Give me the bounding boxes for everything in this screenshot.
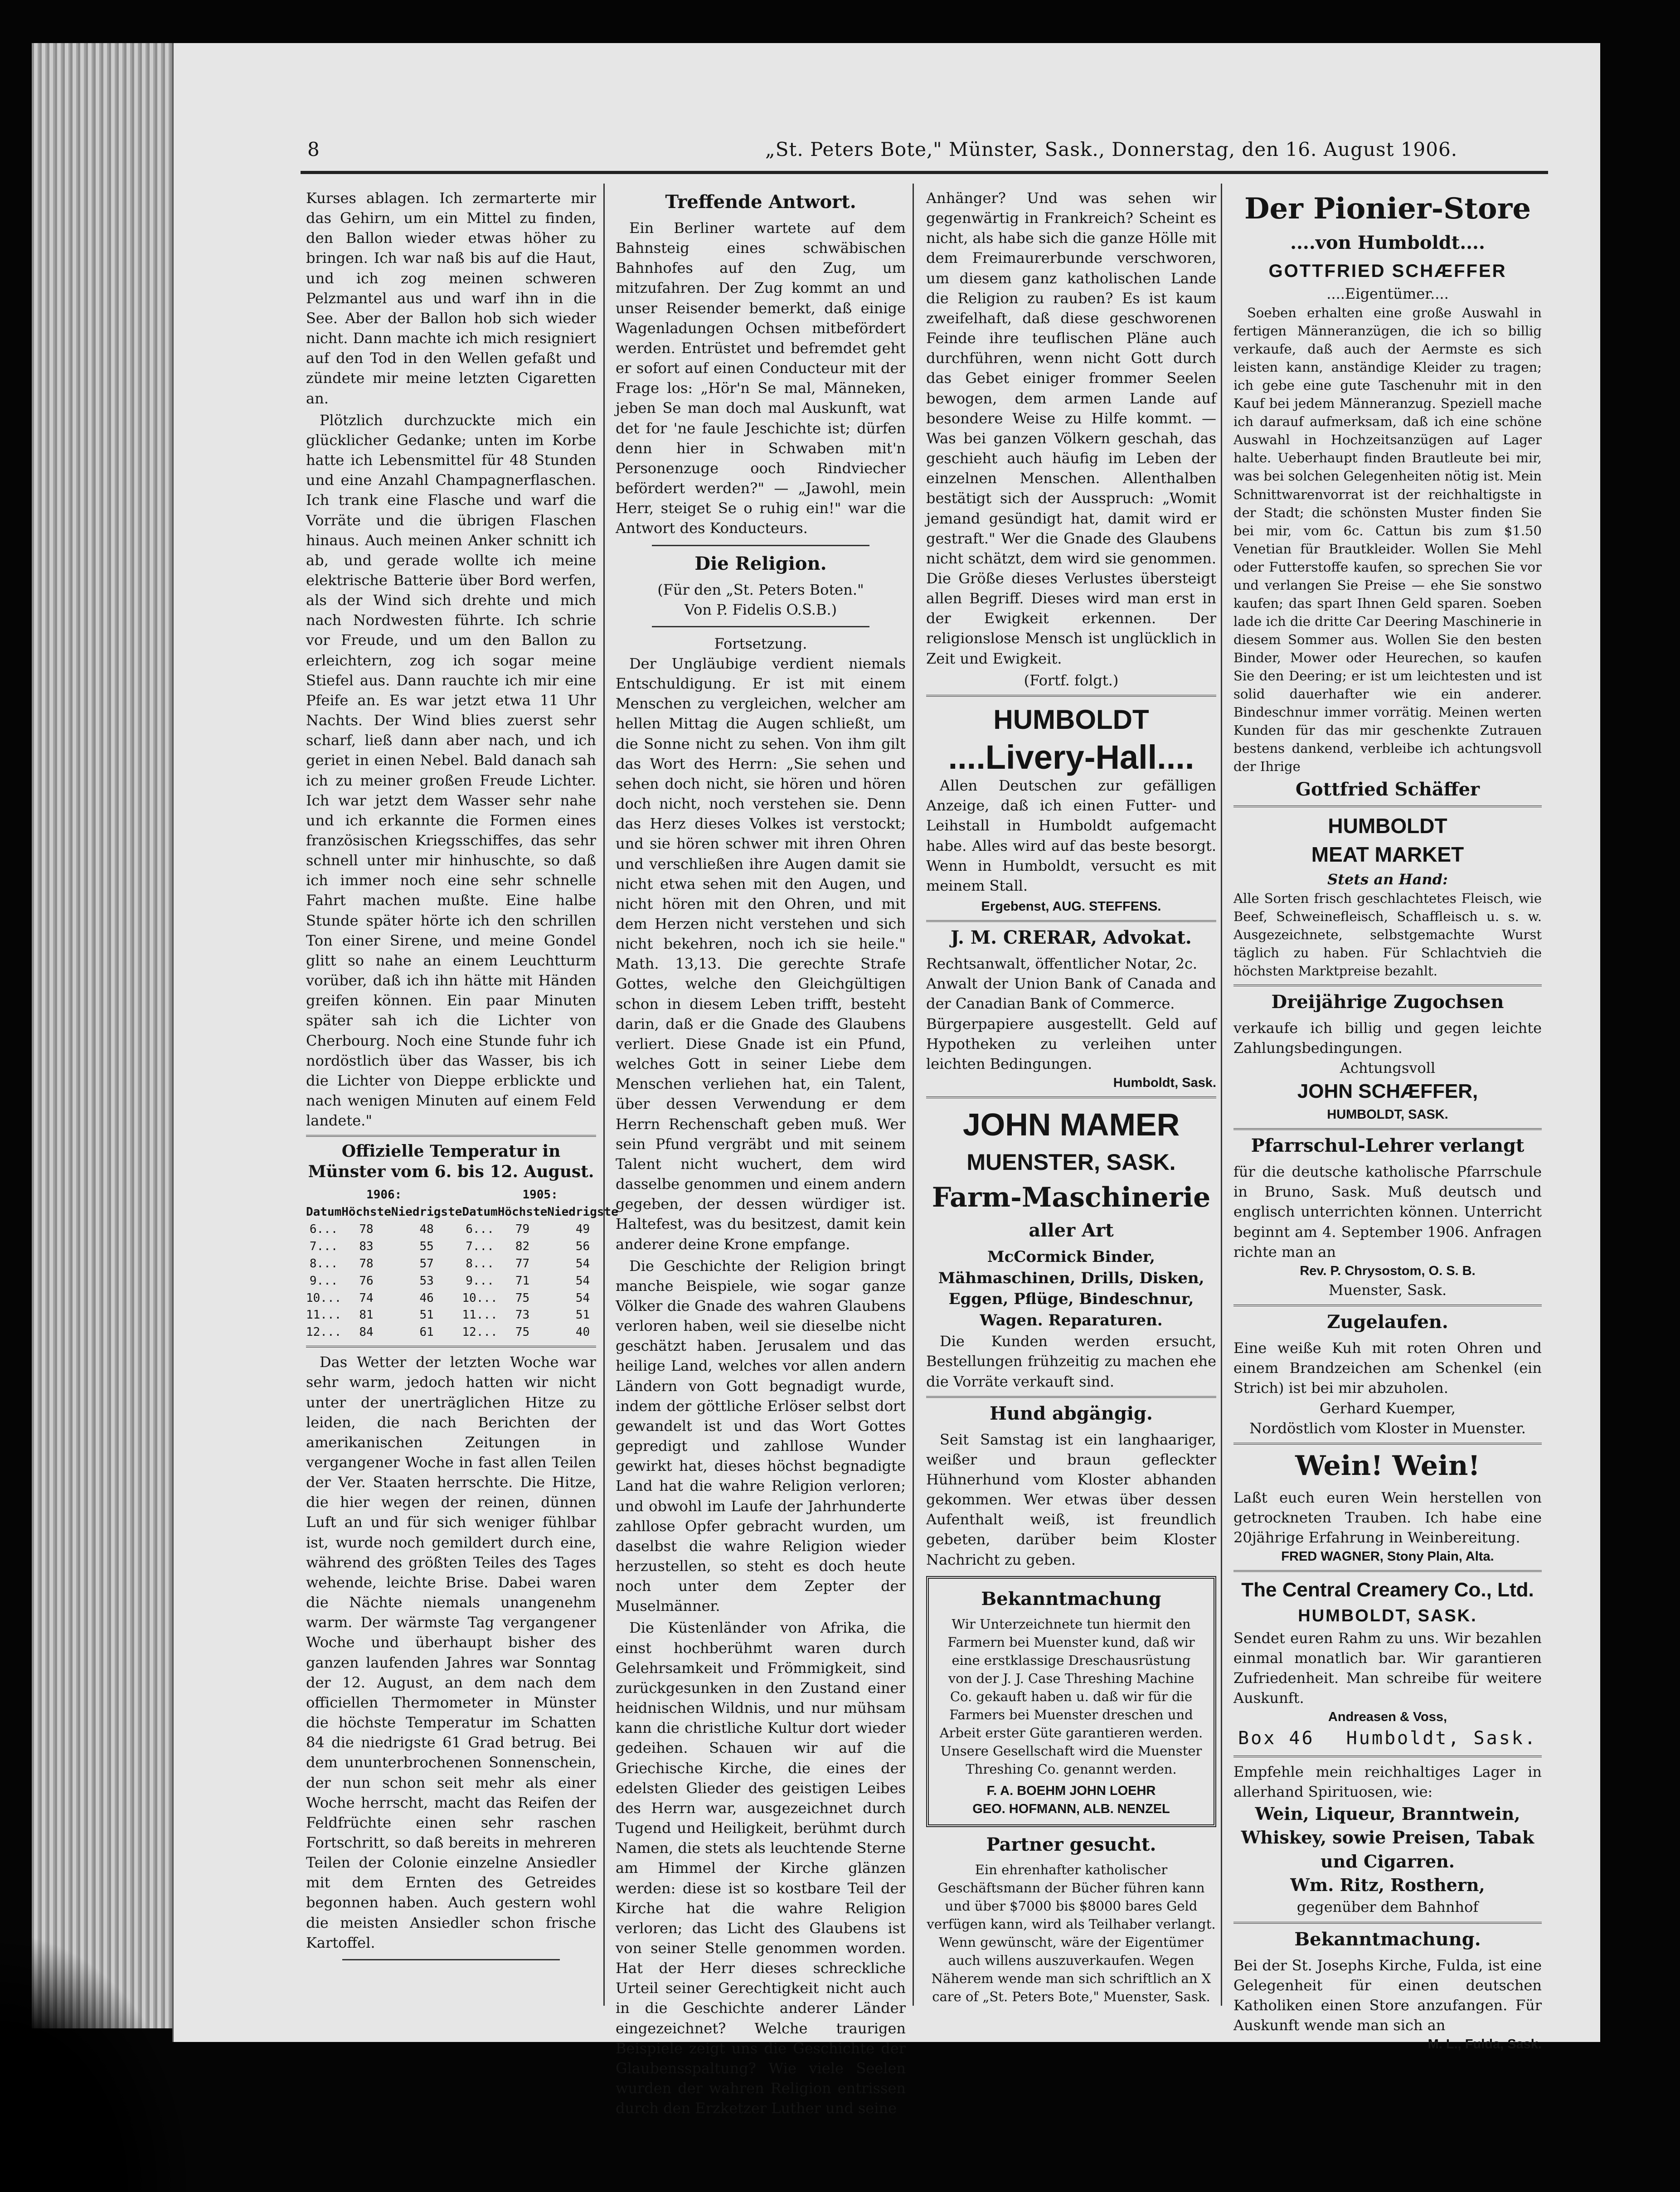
partner-text: Ein ehrenhafter katholischer Geschäftsmann der Bücher führen kann und über $7000 bis $8000 bares Geld verfügen kann, wird als Teilhaber verlangt. Wenn gewünscht, wäre der Eigentümer auch willens auszuverkaufen. Wegen Näherem wende man sich schriftlich an X care of „St. Peters Bote," Muenster, Sask. — [927, 1862, 1216, 2005]
oxen-closing: Achtungsvoll — [1340, 1059, 1436, 1077]
table-cell: 61 — [419, 1325, 434, 1339]
byline-author: Von P. Fidelis O.S.B.) — [684, 601, 837, 618]
page-header — [307, 138, 1541, 165]
divider — [1233, 984, 1542, 986]
divider — [1233, 1305, 1542, 1306]
table-cell: 51 — [419, 1308, 434, 1322]
table-cell: 7... — [466, 1239, 494, 1253]
table-cell: 56 — [575, 1239, 590, 1253]
page-binding — [32, 43, 195, 2028]
threshing-title: Bekanntmachung — [981, 1588, 1161, 1610]
divider — [652, 545, 869, 546]
mamer-products: McCormick Binder, Mähmaschinen, Drills, Disken, Eggen, Pflüge, Bindeschnur, Wagen. Reparaturen. — [938, 1247, 1204, 1330]
table-cell: 82 — [515, 1239, 530, 1253]
table-header: Niedrigste — [391, 1205, 462, 1219]
table-row — [306, 1273, 618, 1290]
table-cell: 6... — [466, 1222, 494, 1237]
teacher-text: für die deutsche katholische Pfarrschule in Bruno, Sask. Muß deutsch und englisch unterrichten können. Unterricht beginnt am 4. September 1906. Anfragen richte man an — [1233, 1163, 1542, 1261]
fulda-title: Bekanntmachung. — [1294, 1928, 1481, 1950]
oxen-title: Dreijährige Zugochsen — [1271, 991, 1504, 1013]
table-cell: 74 — [359, 1291, 374, 1305]
stray-text: Eine weiße Kuh mit roten Ohren und einem Brandzeichen am Schenkel (ein Strich) ist bei mir abzuholen. — [1233, 1339, 1542, 1397]
table-cell: 83 — [359, 1239, 374, 1253]
lost-dog-title: Hund abgängig. — [990, 1402, 1153, 1424]
header-rule — [301, 171, 1548, 174]
mamer-subhead: aller Art — [1029, 1219, 1114, 1241]
pioneer-text: Soeben erhalten eine große Auswahl in fertigen Männeranzügen, die ich so billig verkaufe, daß auch der Aermste es sich leisten kann, anständige Kleider zu tragen; ich gebe eine gute Taschenuhr mit in den Kauf bei jedem Männeranzug. Speziell mache ich darauf aufmerksam, daß ich eine schöne Auswahl in Hochzeitsanzügen auf Lager halte. Ueberhaupt finden Brautleute bei mir, was bei solchen Gelegenheiten nötig ist. Mein Schnittwarenvorrat ist der reichhaltigste in der Stadt; die schönsten Muster finden Sie bei mir, vom 6c. Cattun bis zum $1.50 Venetian für Brautkleider. Wollen Sie Mehl oder Futterstoffe kaufen, so sprechen Sie vor und verlangen Sie Preise — ehe Sie sonstwo kaufen; das spart Ihnen Geld sparen. Soeben lade ich die dritte Car Deering Maschinerie in diesem Sommer aus. Wollen Sie den besten Binder, Mower oder Heurechen, so kaufen Sie den Deering; er ist um leichtesten und ist solid dauerhafter wie ein anderer. Bindeschnur immer vorrätig. Meinen werten Kunden für das mir geschenkte Zutrauen bestens dankend, verbleibe ich achtungsvoll der Ihrige — [1233, 305, 1542, 774]
livery-hall-ad — [926, 701, 1216, 916]
oxen-ad — [1233, 991, 1542, 1124]
divider — [926, 695, 1216, 697]
religion-paragraph: Die Geschichte der Religion bringt manche Beispiele, wie sogar ganze Völker die Gnade des wahren Glaubens verloren haben, weil sie dieselbe nicht geschätzt haben. Jerusalem und das heilige Land, welches vor allen andern Ländern von Gott begnadigt wurde, indem der göttliche Erlöser selbst dort gewandelt ist und das Wort Gottes gepredigt und zahllose Wunder gewirkt hat, dieses höchst begnadigte Land hat die wahre Religion verloren; und obwohl im Laufe der Jahrhunderte zahllose Opfer gebracht wurden, um daselbst die wahre Religion wieder herzustellen, so steht es doch heute noch unter dem Zepter der Muselmänner. — [616, 1257, 906, 1615]
table-cell: 11... — [306, 1308, 342, 1322]
dateline: „St. Peters Bote," Münster, Sask., Donnerstag, den 16. August 1906. — [765, 138, 1458, 160]
table-cell: 84 — [359, 1325, 374, 1339]
table-cell: 54 — [575, 1274, 590, 1288]
oxen-signature: JOHN SCHÆFFER, — [1297, 1080, 1478, 1103]
divider — [1233, 1922, 1542, 1924]
table-cell: 53 — [419, 1274, 434, 1288]
livery-text: Allen Deutschen zur gefälligen Anzeige, daß ich einen Futter- und Leihstall in Humboldt aufgemacht habe. Alles wird auf das beste besorgt. Wenn in Humboldt, versucht es mit meinem Stall. — [926, 777, 1216, 894]
table-cell: 48 — [419, 1222, 434, 1237]
crerar-title: J. M. CRERAR, Advokat. — [951, 927, 1192, 949]
divider — [926, 1096, 1216, 1098]
byline: (Für den „St. Peters Boten." — [657, 581, 864, 598]
table-cell: 57 — [419, 1256, 434, 1271]
teacher-title: Pfarrschul-Lehrer verlangt — [1251, 1135, 1525, 1157]
partner-title: Partner gesucht. — [986, 1833, 1156, 1855]
table-header: Niedrigste — [547, 1205, 618, 1219]
mamer-ad — [926, 1103, 1216, 1392]
article-title-religion: Die Religion. — [694, 553, 827, 574]
crerar-line: Anwalt der Union Bank of Canada and der Canadian Bank of Commerce. — [926, 975, 1216, 1013]
spirits-location: gegenüber dem Bahnhof — [1296, 1898, 1479, 1916]
table-header: Datum — [462, 1205, 498, 1219]
threshing-signers: GEO. HOFMANN, ALB. NENZEL — [972, 1801, 1170, 1816]
article-title-antwort: Treffende Antwort. — [665, 191, 856, 213]
meat-title: MEAT MARKET — [1311, 843, 1464, 867]
table-cell: 11... — [462, 1308, 498, 1322]
column-1 — [306, 188, 618, 1967]
table-cell: 54 — [575, 1256, 590, 1271]
pioneer-owner-label: ....Eigentümer.... — [1326, 285, 1449, 303]
table-cell: 8... — [309, 1256, 338, 1271]
crerar-line: Bürgerpapiere ausgestellt. Geld auf Hypotheken zu verleihen unter leichten Bedingungen. — [926, 1015, 1216, 1072]
table-cell: 54 — [575, 1291, 590, 1305]
fulda-text: Bei der St. Josephs Kirche, Fulda, ist eine Gelegenheit für einen deutschen Katholiken einen Store anzufangen. Für Auskunft wende man sich an — [1233, 1956, 1542, 2034]
table-cell: 78 — [359, 1256, 374, 1271]
newspaper-page — [172, 43, 1600, 2117]
spirits-list: Wein, Liqueur, Branntwein, Whiskey, sowie Preisen, Tabak und Cigarren. — [1241, 1803, 1534, 1872]
creamery-text: Sendet euren Rahm zu uns. Wir bezahlen einmal monatlich bar. Wir garantieren Zufriedenheit. Man schreibe für weitere Auskunft. — [1233, 1629, 1542, 1707]
table-cell: 7... — [309, 1239, 338, 1253]
handwritten-town: Humboldt, Sask. — [1346, 1728, 1537, 1749]
table-row — [306, 1324, 618, 1341]
divider — [652, 626, 869, 627]
stray-signature: Gerhard Kuemper, — [1320, 1399, 1456, 1417]
anecdote-text: Ein Berliner wartete auf dem Bahnsteig eines schwäbischen Bahnhofes auf den Zug, um mitzufahren. Der Zug kommt an und unser Reisender bemerkt, daß einige Wagenladungen Ochsen mitbefördert werden. Entrüstet und befremdet geht er sofort auf einen Conducteur mit der Frage los: „Hör'n Se mal, Männeken, jeben Se man doch mal Auskunft, wat det for 'ne faule Jeschichte ist; dürfen denn hier in Schwaben mit'n Personenzuge ooch Rindviecher befördert werden?" — „Jawohl, mein Herr, steiget Se o ruhig ein!" war die Antwort des Konducteurs. — [616, 219, 906, 537]
teacher-place: Muenster, Sask. — [1328, 1281, 1447, 1299]
threshing-signers: F. A. BOEHM JOHN LOEHR — [986, 1783, 1156, 1798]
pioneer-signature: Gottfried Schäffer — [1295, 778, 1480, 800]
balloon-story-end: Kurses ablagen. Ich zermarterte mir das Gehirn, um ein Mittel zu finden, den Ballon wieder etwas höher zu bringen. Ich war naß bis auf die Haut, und ich zog meinen schweren Pelzmantel aus und warf ihn in die See. Aber der Ballon hob sich wieder nicht. Dann machte ich mich resigniert auf den Tod in den Wellen gefaßt und zündete mir meine letzten Cigaretten an. — [306, 189, 596, 407]
table-cell: 12... — [306, 1325, 342, 1339]
table-cell: 46 — [419, 1291, 434, 1305]
thumb-shadow — [0, 1938, 190, 2192]
wine-text: Laßt euch euren Wein herstellen von getrockneten Trauben. Ich habe eine 20jährige Erfahrung in Weinbereitung. — [1233, 1489, 1542, 1547]
mamer-town: MUENSTER, SASK. — [966, 1149, 1176, 1175]
table-cell: 79 — [515, 1222, 530, 1237]
table-row — [306, 1238, 618, 1256]
divider — [342, 1959, 560, 1960]
stray-cow-ad — [1233, 1311, 1542, 1438]
teacher-ad — [1233, 1135, 1542, 1300]
crerar-line: Rechtsanwalt, öffentlicher Notar, 2c. — [926, 955, 1198, 973]
crerar-place: Humboldt, Sask. — [1113, 1075, 1216, 1090]
fulda-signature: M. L., Fulda, Sask. — [1428, 2037, 1542, 2052]
table-cell: 40 — [575, 1325, 590, 1339]
livery-signature: Ergebenst, AUG. STEFFENS. — [981, 899, 1161, 914]
column-rule — [913, 184, 914, 2006]
wine-title: Wein! Wein! — [1295, 1450, 1480, 1482]
fulda-notice — [1233, 1928, 1542, 2054]
oxen-place: HUMBOLDT, SASK. — [1327, 1107, 1448, 1122]
table-cell: 10... — [462, 1291, 498, 1305]
spirits-signature: Wm. Ritz, Rosthern, — [1290, 1874, 1485, 1895]
column-rule — [1221, 184, 1222, 2006]
stray-title: Zugelaufen. — [1327, 1311, 1448, 1333]
table-cell: 12... — [462, 1325, 498, 1339]
to-be-continued: (Fortf. folgt.) — [1024, 671, 1119, 689]
table-cell: 8... — [466, 1256, 494, 1271]
livery-title: ....Livery-Hall.... — [948, 738, 1194, 776]
oxen-text: verkaufe ich billig und gegen leichte Zahlungsbedingungen. — [1233, 1019, 1542, 1057]
wine-signature: FRED WAGNER, Stony Plain, Alta. — [1281, 1549, 1494, 1564]
year-1906: 1906: — [366, 1188, 402, 1202]
table-header: Datum — [306, 1205, 342, 1219]
divider — [926, 1396, 1216, 1398]
pioneer-subtitle: ....von Humboldt.... — [1290, 232, 1485, 253]
pioneer-title: Der Pionier-Store — [1244, 192, 1531, 226]
handwritten-box: Box 46 — [1238, 1728, 1315, 1749]
table-cell: 75 — [515, 1291, 530, 1305]
page-number: 8 — [307, 138, 320, 160]
year-1905: 1905: — [522, 1188, 558, 1202]
column-4 — [1233, 188, 1542, 2053]
table-cell: 49 — [575, 1222, 590, 1237]
lost-dog-ad — [926, 1402, 1216, 1570]
livery-town: HUMBOLDT — [993, 704, 1149, 735]
threshing-notice — [926, 1576, 1216, 1827]
divider — [1233, 1128, 1542, 1130]
table-row — [306, 1307, 618, 1324]
table-cell: 76 — [359, 1274, 374, 1288]
divider — [306, 1346, 596, 1348]
creamery-title: The Central Creamery Co., Ltd. — [1241, 1579, 1534, 1601]
table-row — [306, 1221, 618, 1238]
table-cell: 6... — [309, 1222, 338, 1237]
creamery-town: HUMBOLDT, SASK. — [1298, 1606, 1477, 1626]
crerar-ad — [926, 926, 1216, 1092]
divider — [1233, 1756, 1542, 1757]
table-cell: 75 — [515, 1325, 530, 1339]
table-row — [306, 1290, 618, 1307]
threshing-text: Wir Unterzeichnete tun hiermit den Farmern bei Muenster kund, daß wir eine erstklassige Dreschausrüstung von der J. J. Case Threshing Machine Co. gekauft haben u. daß wir für die Farmers bei Muenster dreschen und Arbeit erster Güte garantieren werden. Unsere Gesellschaft wird die Muenster Threshing Co. genannt werden. — [939, 1616, 1203, 1777]
creamery-signature: Andreasen & Voss, — [1328, 1710, 1447, 1725]
partner-ad — [926, 1833, 1216, 2006]
table-cell: 51 — [575, 1308, 590, 1322]
table-cell: 55 — [419, 1239, 434, 1253]
mamer-name: JOHN MAMER — [962, 1107, 1180, 1142]
divider — [926, 920, 1216, 922]
meat-text: Alle Sorten frisch geschlachtetes Fleisch, wie Beef, Schweinefleisch, Schaffleisch u. s. w. Ausgezeichnete, selbstgemachte Wurst täglich zu haben. Für Schlachtvieh die höchsten Marktpreise bezahlt. — [1233, 890, 1542, 979]
table-header: Höchste — [341, 1205, 391, 1219]
mamer-note: Die Kunden werden ersucht, Bestellungen frühzeitig zu machen ehe die Vorräte verkauft sind. — [926, 1333, 1216, 1390]
meat-subhead: Stets an Hand: — [1327, 870, 1448, 888]
weather-report: Das Wetter der letzten Woche war sehr warm, jedoch hatten wir nicht unter der unerträglichen Hitze zu leiden, die nach Berichten der amerikanischen Zeitungen in vergangener Woche in fast allen Teilen der Ver. Staaten herrschte. Die Hitze, die hier wegen der reinen, dünnen Luft an und für sich weniger fühlbar ist, wurde noch gemildert durch eine, während des größten Teiles des Tages wehende, leichte Brise. Dabei waren die Nächte niemals unangenehm warm. Der wärmste Tag vergangener Woche und überhaupt bisher des ganzen laufenden Jahres war Sonntag der 12. August, an dem nach dem officiellen Thermometer in Münster die höchste Temperatur im Schatten 84 die niedrigste 61 Grad betrug. Bei dem ununterbrochenen Sonnenschein, der nun schon seit mehr als einer Woche herrscht, macht das Reifen der Feldfrüchte einen sehr raschen Fortschritt, so daß bereits in mehreren Teilen der Colonie einzelne Ansiedler mit dem Ernten des Getreides begonnen haben. Auch gestern wohl die meisten Ansiedler schon frische Kartoffel. — [306, 1353, 596, 1951]
spirits-intro: Empfehle mein reichhaltiges Lager in allerhand Spirituosen, wie: — [1233, 1763, 1542, 1801]
meat-town: HUMBOLDT — [1328, 814, 1447, 838]
table-cell: 77 — [515, 1256, 530, 1271]
religion-paragraph: Die Küstenländer von Afrika, die einst hochberühmt waren durch Gelehrsamkeit und Frömmigkeit, sind zurückgesunken in den Zustand einer heidnischen Wildnis, und nur mühsam kann die christliche Kultur dort wieder gedeihen. Schauen wir auf die Griechische Kirche, die eines der edelsten Glieder des geistigen Leibes des Herrn war, ausgezeichnet durch Tugend und Heiligkeit, berühmt durch Namen, die stets als leuchtende Sterne am Himmel der Kirche glänzen werden: diese ist so kostbare Teil der Kirche hat die wahre Religion verloren; das Licht des Glaubens ist von seiner Stelle genommen worden. Hat der Herr dieses schreckliche Urteil seiner Gerechtigkeit nicht auch in die Geschichte anderer Länder eingezeichnet? Welche traurigen Beispiele zeigt uns die Geschichte der Glaubensspaltung? Wie viele Seelen wurden der wahren Religion entrissen durch den Erzketzer Luther und seine — [616, 1619, 906, 2117]
mamer-headline: Farm-Maschinerie — [932, 1181, 1211, 1213]
table-header: Höchste — [497, 1205, 548, 1219]
temperature-head-row — [306, 1204, 618, 1221]
table-cell: 9... — [309, 1274, 338, 1288]
table-row — [306, 1256, 618, 1273]
lost-dog-text: Seit Samstag ist ein langhaariger, weißer und braun gefleckter Hühnerhund vom Kloster abhanden gekommen. Wer etwas über dessen Aufenthalt weiß, ist freundlich gebeten, darüber beim Kloster Nachricht zu geben. — [926, 1431, 1216, 1568]
balloon-story-landing: Plötzlich durchzuckte mich ein glücklicher Gedanke; unten im Korbe hatte ich Lebensmittel für 48 Stunden und eine Anzahl Champagnerflaschen. Ich trank eine Flasche und warf die Vorräte und die übrigen Flaschen hinaus. Auch meinen Anker schnitt ich ab, und gerade wollte ich meine elektrische Batterie über Bord werfen, als der Wind sich drehte und mich nach Nordwesten führte. Ich schrie vor Freude, und um den Ballon zu erleichtern, zog ich sogar meine Stiefel aus. Dann rauchte ich mir eine Pfeife an. Es war jetzt etwa 11 Uhr Nachts. Der Wind blies zuerst sehr scharf, ließ dann aber nach, und ich geriet in einen Nebel. Bald danach sah ich zu meiner großen Freude Lichter. Ich war jetzt dem Wasser sehr nahe und ich erkannte die Formen eines französischen Kriegsschiffes, das sehr schnell unter mir hinhuschte, so daß ich immer noch eine sehr schnelle Fahrt machen mußte. Eine halbe Stunde später hörte ich den schrillen Ton einer Sirene, und meine Gondel glitt so nahe an einem Leuchtturm vorüber, daß ich ihn hätte mit Händen greifen können. Ein paar Minuten später sah ich die Lichter von Cherbourg. Noch eine Stunde fuhr ich nordöstlich über das Wasser, bis ich die Lichter von Dieppe erblickte und nach wenigen Minuten auf einem Feld landete." — [306, 411, 596, 1130]
religion-paragraph: Der Ungläubige verdient niemals Entschuldigung. Er ist mit einem Menschen zu vergleichen, welcher am hellen Mittag die Augen schließt, um die Sonne nicht zu sehen. Von ihm gilt das Wort des Herrn: „Sie sehen und sehen doch nicht, sie hören und hören doch nicht, noch verstehen sie. Denn das Herz dieses Volkes ist verstockt; und sie hören schwer mit ihren Ohren und verschließen ihre Augen damit sie nicht etwa sehen mit den Augen, und nicht hören mit den Ohren, und mit dem Herzen nicht verstehen und sich nicht bekehren, noch ich sie heile." Math. 13,13. Die gerechte Strafe Gottes, welche den Gleichgültigen schon in diesem Leben trifft, besteht darin, daß er die Gnade des Glaubens verliert. Diese Gnade ist ein Pfund, welches Gott in seiner Liebe dem Menschen verliehen hat, ein Talent, über dessen Verwendung er dem Herrn Rechenschaft geben muß. Wer sein Pfund vergräbt und mit seinem Talent nicht wuchert, dem wird dasselbe genommen und einem andern gegeben, der dessen würdiger ist. Haltefest, was du besitzest, damit kein anderer deine Krone empfange. — [616, 655, 906, 1253]
temperature-table — [306, 1187, 618, 1341]
column-2 — [616, 188, 906, 2120]
pioneer-owner: GOTTFRIED SCHÆFFER — [1268, 261, 1507, 281]
divider — [1233, 805, 1542, 807]
continuation-label: Fortsetzung. — [714, 635, 807, 652]
teacher-contact: Rev. P. Chrysostom, O. S. B. — [1300, 1263, 1476, 1278]
table-cell: 9... — [466, 1274, 494, 1288]
wine-ad — [1233, 1449, 1542, 1566]
creamery-ad — [1233, 1576, 1542, 1751]
table-cell: 71 — [515, 1274, 530, 1288]
table-cell: 78 — [359, 1222, 374, 1237]
table-cell: 10... — [306, 1291, 342, 1305]
pioneer-store-ad — [1233, 191, 1542, 801]
divider — [1233, 1570, 1542, 1572]
divider — [1233, 1443, 1542, 1445]
column-rule — [603, 184, 605, 2006]
spirits-ad — [1233, 1762, 1542, 1917]
table-cell: 73 — [515, 1308, 530, 1322]
stray-place: Nordöstlich vom Kloster in Muenster. — [1249, 1419, 1526, 1437]
table-cell: 81 — [359, 1308, 374, 1322]
temperature-title: Offizielle Temperatur in Münster vom 6. bis 12. August. — [308, 1142, 594, 1182]
religion-continued: Anhänger? Und was sehen wir gegenwärtig in Frankreich? Scheint es nicht, als habe sich die ganze Hölle mit dem Freimaurerbunde verschworen, um diesem ganz katholischen Lande die Religion zu rauben? Es ist kaum zweifelhaft, daß diese geschworenen Feinde ihre teuflischen Pläne auch durchführen, wenn nicht Gott durch das Gebet einiger frommer Seelen bewogen, dem armen Lande auf besondere Weise zu Hilfe kommt. — Was bei ganzen Völkern geschah, das geschieht auch häufig im Leben der einzelnen Menschen. Allenthalben bestätigt sich der Ausspruch: „Womit jemand gesündigt hat, damit wird er gestraft." Wer die Gnade des Glaubens nicht schätzt, dem wird sie genommen. Die Größe dieses Verlustes übersteigt allen Begriff. Dieses wird man erst in der Ewigkeit erkennen. Der religionslose Mensch ist unglücklich in Zeit und Ewigkeit. — [926, 189, 1216, 667]
meat-market-ad — [1233, 812, 1542, 980]
column-3 — [926, 188, 1216, 2006]
divider — [306, 1135, 596, 1137]
